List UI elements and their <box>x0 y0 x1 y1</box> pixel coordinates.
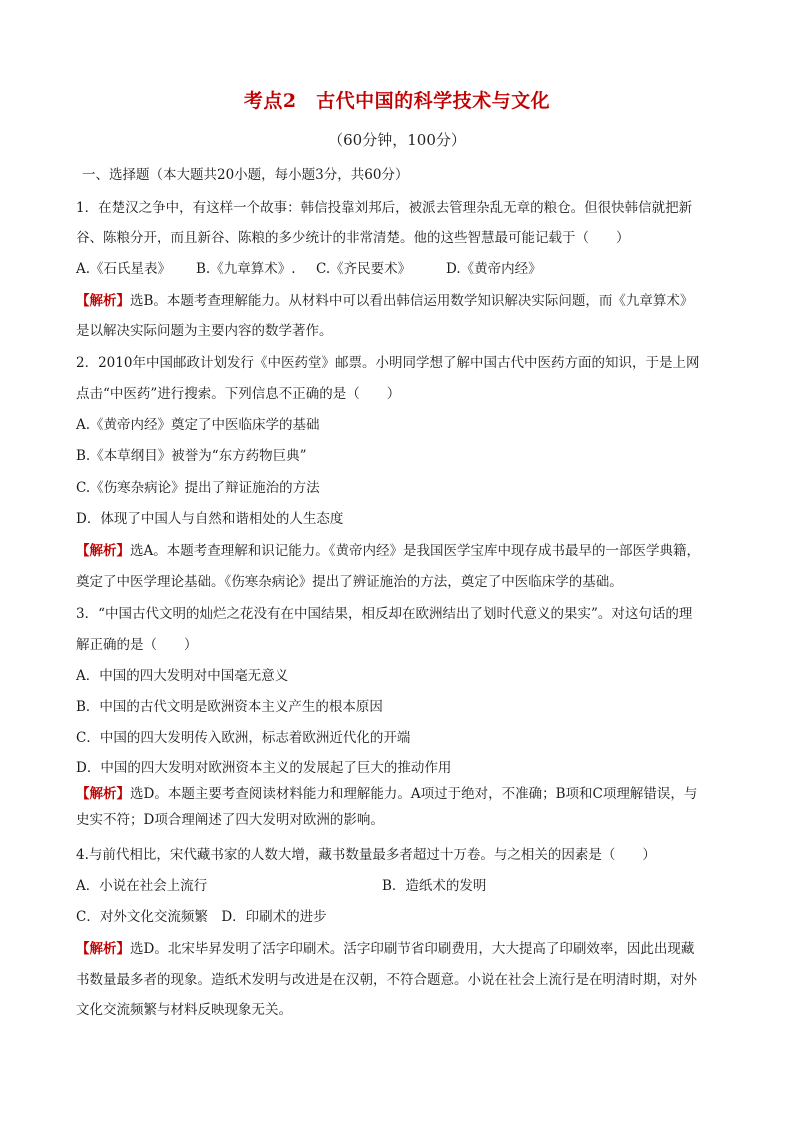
q1-option-b: B.《九章算术》. <box>196 261 296 277</box>
page-subtitle: （60分钟，100分） <box>328 131 466 149</box>
q3-option-a: A．中国的四大发明对中国毫无意义 <box>76 668 289 684</box>
q1-analysis-line-1 <box>76 292 726 310</box>
q2-option-c: C.《伤寒杂病论》提出了辩证施治的方法 <box>76 480 320 496</box>
q1-analysis-line-2: 是以解决实际问题为主要内容的数学著作。 <box>76 323 333 339</box>
page-title: 考点2 古代中国的科学技术与文化 <box>243 90 551 112</box>
q3-stem-line-1: 3．“中国古代文明的灿烂之花没有在中国结果，相反却在欧洲结出了划时代意义的果实”。对这句话的理 <box>76 606 693 622</box>
q4-analysis-text: 选D。北宋毕昇发明了活字印刷术。活字印刷节省印刷费用，大大提高了印刷效率，因此出现藏 <box>130 941 695 957</box>
q2-analysis-line-2: 奠定了中医学理论基础。《伤寒杂病论》提出了辨证施治的方法，奠定了中医临床学的基础。 <box>76 574 623 590</box>
q3-analysis-text: 选D。本题主要考查阅读材料能力和理解能力。A项过于绝对，不准确；B项和C项理解错误，与 <box>130 786 698 802</box>
q2-option-a: A.《黄帝内经》奠定了中医临床学的基础 <box>76 417 320 433</box>
analysis-tag: 【解析】 <box>76 941 130 957</box>
q4-option-a: A．小说在社会上流行 <box>76 878 208 894</box>
q2-analysis-text: 选A。本题考查理解和识记能力。《黄帝内经》是我国医学宝库中现存成书最早的一部医学典籍， <box>130 543 700 559</box>
q4-option-b: B．造纸术的发明 <box>382 878 487 894</box>
q2-option-b: B.《本草纲目》被誉为“东方药物巨典” <box>76 448 307 464</box>
q1-stem-line-2: 谷、陈粮分开，而且新谷、陈粮的多少统计的非常清楚。他的这些智慧最可能记载于（ ） <box>76 230 630 246</box>
q1-option-d: D.《黄帝内经》 <box>446 261 542 277</box>
q3-analysis-line-2: 史实不符；D项合理阐述了四大发明对欧洲的影响。 <box>76 812 384 828</box>
q1-stem-line-1: 1．在楚汉之争中，有这样一个故事：韩信投靠刘邦后，被派去管理杂乱无章的粮仓。但很快韩信就把新 <box>76 200 693 216</box>
q4-analysis-line-3: 文化交流频繁与材料反映现象无关。 <box>76 1002 292 1018</box>
q2-stem-line-2: 点击“中医药”进行搜索。下列信息不正确的是（ ） <box>76 386 401 402</box>
q3-option-c: C．中国的四大发明传入欧洲，标志着欧洲近代化的开端 <box>76 730 411 746</box>
q3-option-d: D．中国的四大发明对欧洲资本主义的发展起了巨大的推动作用 <box>76 760 452 776</box>
q3-stem-line-2: 解正确的是（ ） <box>76 637 198 653</box>
q4-analysis-line-1 <box>76 940 726 958</box>
analysis-tag: 【解析】 <box>76 293 130 309</box>
q1-option-a: A.《石氏星表》 <box>76 261 172 277</box>
q3-option-b: B．中国的古代文明是欧洲资本主义产生的根本原因 <box>76 699 383 715</box>
q1-options <box>76 260 726 278</box>
q4-stem-line-1: 4.与前代相比，宋代藏书家的人数大增，藏书数量最多者超过十万卷。与之相关的因素是（ ） <box>76 847 656 863</box>
section-heading: 一、选择题（本大题共20小题，每小题3分，共60分） <box>82 167 409 183</box>
q4-options-row-1 <box>76 877 726 895</box>
q1-analysis-text: 选B。本题考查理解能力。从材料中可以看出韩信运用数学知识解决实际问题，而《九章算术》 <box>130 293 694 309</box>
q2-option-d: D．体现了中国人与自然和谐相处的人生态度 <box>76 511 344 527</box>
q1-option-c: C.《齐民要术》 <box>316 261 412 277</box>
q4-options-row-2: C．对外文化交流频繁 D．印刷术的进步 <box>76 909 327 925</box>
q3-analysis-line-1 <box>76 785 726 803</box>
q2-stem-line-1: 2．2010年中国邮政计划发行《中医药堂》邮票。小明同学想了解中国古代中医药方面的知识，于是上网 <box>76 355 700 371</box>
analysis-tag: 【解析】 <box>76 786 130 802</box>
q2-analysis-line-1 <box>76 542 726 560</box>
analysis-tag: 【解析】 <box>76 543 130 559</box>
q4-analysis-line-2: 书数量最多者的现象。造纸术发明与改进是在汉朝，不符合题意。小说在社会上流行是在明清时期，对外 <box>76 972 697 988</box>
